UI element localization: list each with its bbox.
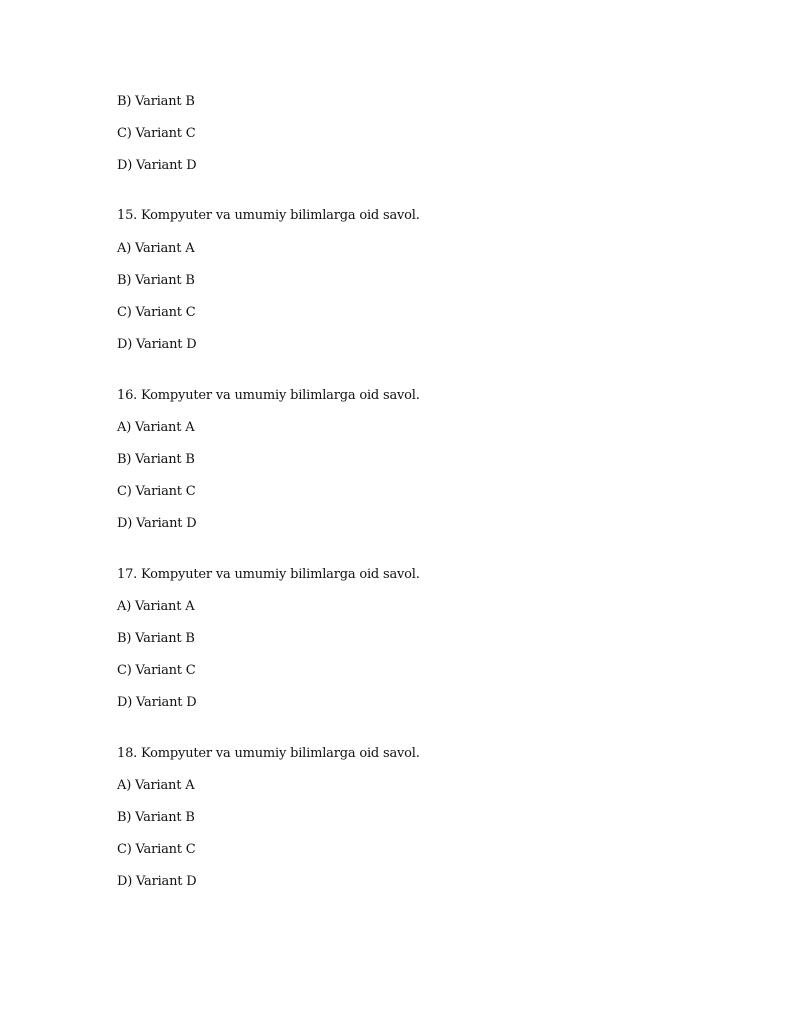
question-text: 15. Kompyuter va umumiy bilimlarga oid savol. bbox=[117, 208, 420, 223]
question-text: 17. Kompyuter va umumiy bilimlarga oid savol. bbox=[117, 567, 420, 582]
option-line: D) Variant D bbox=[117, 695, 197, 710]
option-line: C) Variant C bbox=[117, 842, 196, 857]
option-line: C) Variant C bbox=[117, 484, 196, 499]
option-line: C) Variant C bbox=[117, 305, 196, 320]
option-line: A) Variant A bbox=[117, 599, 195, 614]
option-line: D) Variant D bbox=[117, 874, 197, 889]
option-line: D) Variant D bbox=[117, 516, 197, 531]
option-line: A) Variant A bbox=[117, 778, 195, 793]
option-line: B) Variant B bbox=[117, 452, 195, 467]
option-line: A) Variant A bbox=[117, 241, 195, 256]
option-line: B) Variant B bbox=[117, 631, 195, 646]
option-line: B) Variant B bbox=[117, 273, 195, 288]
option-line: D) Variant D bbox=[117, 158, 197, 173]
option-line: C) Variant C bbox=[117, 663, 196, 678]
option-line: D) Variant D bbox=[117, 337, 197, 352]
option-line: B) Variant B bbox=[117, 94, 195, 109]
option-line: C) Variant C bbox=[117, 126, 196, 141]
option-line: A) Variant A bbox=[117, 420, 195, 435]
option-line: B) Variant B bbox=[117, 810, 195, 825]
question-text: 18. Kompyuter va umumiy bilimlarga oid savol. bbox=[117, 746, 420, 761]
question-text: 16. Kompyuter va umumiy bilimlarga oid savol. bbox=[117, 388, 420, 403]
